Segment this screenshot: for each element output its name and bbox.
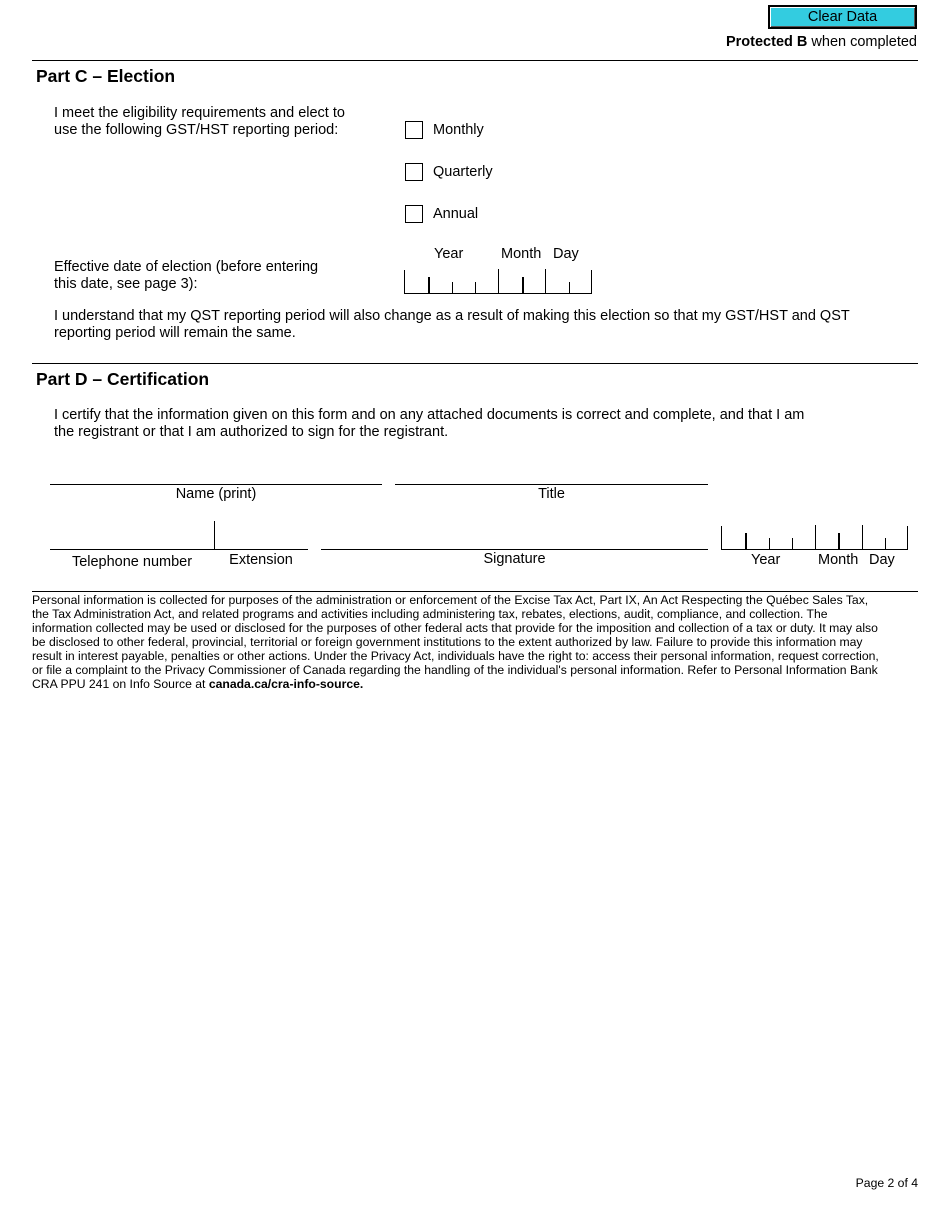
eligibility-text xyxy=(54,105,345,139)
date-tick xyxy=(475,282,476,293)
date-tick xyxy=(815,525,816,549)
divider xyxy=(32,591,918,592)
clear-data-button[interactable]: Clear Data xyxy=(768,5,917,29)
page-number: Page 2 of 4 xyxy=(855,1176,918,1190)
quarterly-checkbox[interactable] xyxy=(405,163,423,181)
name-label: Name (print) xyxy=(175,486,257,502)
telephone-field[interactable] xyxy=(50,549,214,550)
telephone-label: Telephone number xyxy=(71,554,193,570)
date-tick xyxy=(862,525,863,549)
divider xyxy=(32,60,918,61)
privacy-line: be disclosed to other federal, provincial, territorial or foreign government institutions to the extent authorized by law. Failure to provide this information may xyxy=(32,635,863,649)
privacy-line: or file a complaint to the Privacy Commissioner of Canada regarding the handling of the individual's personal information. Refer to Personal Information Bank xyxy=(32,663,878,677)
extension-label: Extension xyxy=(229,552,293,568)
qst-line-2: reporting period will remain the same. xyxy=(54,325,296,341)
extension-field[interactable] xyxy=(214,549,308,550)
annual-label: Annual xyxy=(433,206,479,222)
signature-date-year: Year xyxy=(751,552,781,568)
privacy-line: the Tax Administration Act, and related programs and activities including administering tax, rebates, elections, audit, compliance, and collection. The xyxy=(32,607,828,621)
election-date-input[interactable] xyxy=(404,270,592,294)
effective-date-text xyxy=(54,259,318,293)
eligibility-line-2: use the following GST/HST reporting period: xyxy=(54,122,339,138)
signature-date-input[interactable] xyxy=(721,526,908,550)
date-tick xyxy=(522,277,524,293)
title-field[interactable] xyxy=(395,484,708,485)
date-tick xyxy=(545,269,546,293)
date-tick xyxy=(569,282,570,293)
quarterly-label: Quarterly xyxy=(433,164,493,180)
monthly-checkbox[interactable] xyxy=(405,121,423,139)
protected-notice xyxy=(726,34,917,50)
divider xyxy=(32,363,918,364)
election-date-year-header: Year xyxy=(434,246,464,262)
monthly-label: Monthly xyxy=(433,122,484,138)
date-tick xyxy=(498,269,499,293)
election-date-month-header: Month xyxy=(501,246,542,262)
date-tick xyxy=(745,533,747,549)
date-tick xyxy=(838,533,840,549)
name-field[interactable] xyxy=(50,484,382,485)
election-date-day-header: Day xyxy=(553,246,579,262)
protected-b-label: Protected B xyxy=(725,34,808,50)
signature-date-day: Day xyxy=(869,552,895,568)
annual-checkbox[interactable] xyxy=(405,205,423,223)
qst-line-1: I understand that my QST reporting period will also change as a result of making this election so that my GST/HST and QST xyxy=(54,308,850,324)
privacy-last-prefix: CRA PPU 241 on Info Source at xyxy=(32,677,209,691)
eligibility-line-1: I meet the eligibility requirements and elect to xyxy=(54,105,345,121)
part-c-title: Part C – Election xyxy=(36,66,176,86)
part-d-title: Part D – Certification xyxy=(36,369,210,389)
date-tick xyxy=(452,282,453,293)
privacy-line: information collected may be used or disclosed for the purposes of other federal acts that provide for the imposition and collection of a tax or duty. It may also xyxy=(32,621,878,635)
title-label: Title xyxy=(538,486,565,502)
privacy-statement xyxy=(32,593,922,691)
effective-date-line-1: Effective date of election (before entering xyxy=(54,259,319,275)
extension-separator xyxy=(214,521,215,549)
date-tick xyxy=(792,538,793,549)
effective-date-line-2: this date, see page 3): xyxy=(54,276,198,292)
date-tick xyxy=(885,538,886,549)
signature-field[interactable] xyxy=(321,549,708,550)
date-tick xyxy=(428,277,430,293)
protected-suffix: when completed xyxy=(807,34,917,50)
privacy-line-last xyxy=(32,677,922,691)
privacy-line: Personal information is collected for purposes of the administration or enforcement of the Excise Tax Act, Part IX, An Act Respecting the Québec Sales Tax, xyxy=(32,593,869,607)
certify-line-2: the registrant or that I am authorized to sign for the registrant. xyxy=(54,424,449,440)
info-source-link[interactable]: canada.ca/cra-info-source. xyxy=(208,677,364,691)
qst-text xyxy=(54,308,918,342)
date-tick xyxy=(769,538,770,549)
certify-text xyxy=(54,407,918,441)
signature-date-month: Month xyxy=(818,552,859,568)
certify-line-1: I certify that the information given on this form and on any attached documents is correct and complete, and that I am xyxy=(54,407,805,423)
signature-label: Signature xyxy=(483,551,546,567)
privacy-line: result in interest payable, penalties or other actions. Under the Privacy Act, individuals have the right to: access their personal information, request correction, xyxy=(32,649,879,663)
